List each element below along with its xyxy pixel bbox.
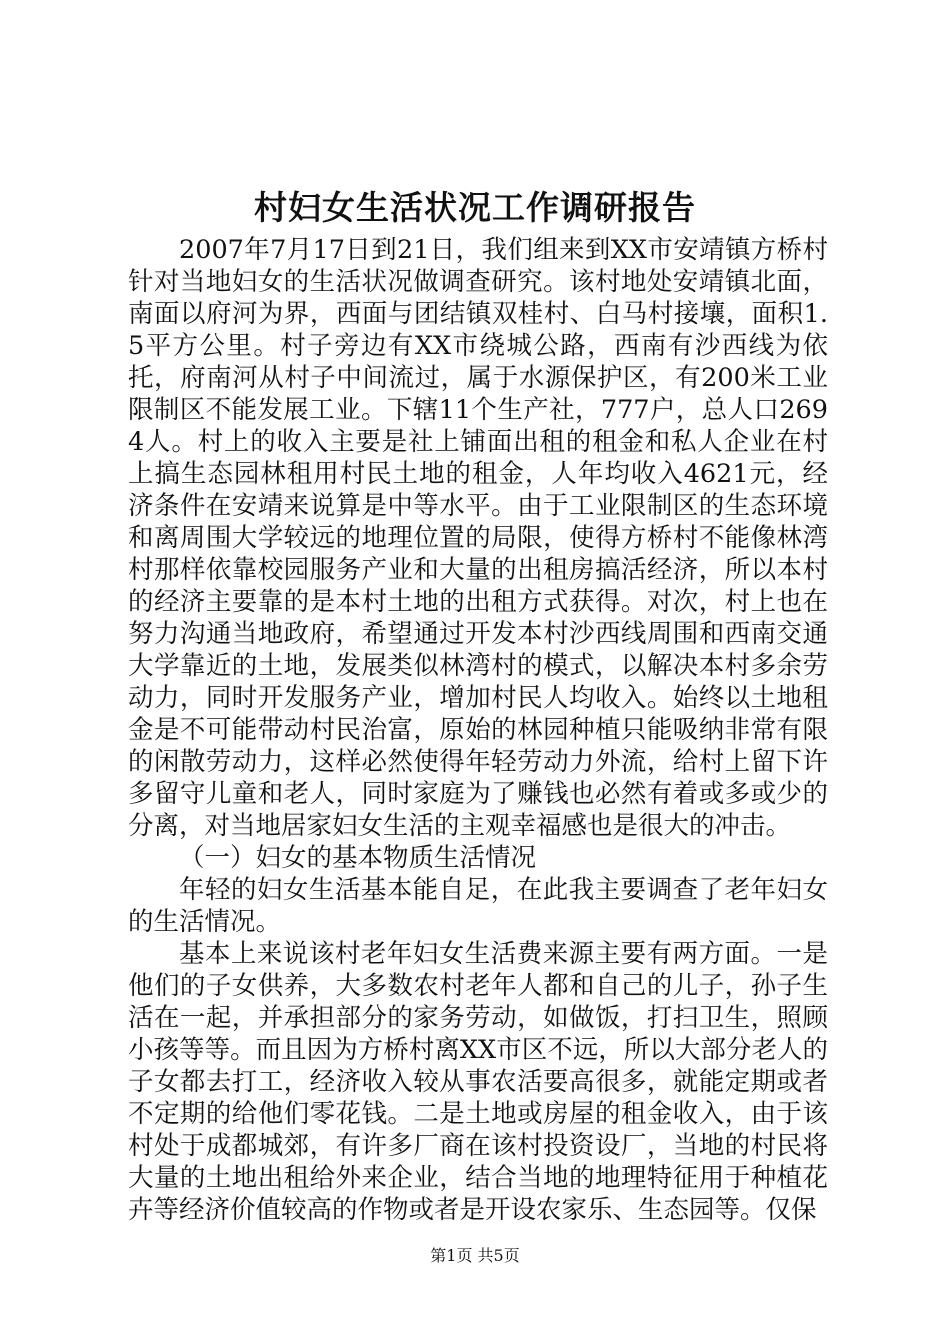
paragraph-elderly-income: 基本上来说该村老年妇女生活费来源主要有两方面。一是他们的子女供养，大多数农村老年人都和自己的儿子，孙子生活在一起，并承担部分的家务劳动，如做饭，打扫卫生，照顾小孩等等。而且因为方桥村离XX市区不远，所以大部分老人的子女都去打工，经济收入较从事农活要高很多，就能定期或者不定期的给他们零花钱。二是土地或房屋的租金收入，由于该村处于成都城郊，有许多厂商在该村投资设厂，当地的村民将大量的土地出租给外来企业，结合当地的地理特征用于种植花卉等经济价值较高的作物或者是开设农家乐、生态园等。仅保 [128, 939, 828, 1225]
paragraph-young-women: 年轻的妇女生活基本能自足，在此我主要调查了老年妇女的生活情况。 [128, 875, 828, 937]
document-body [128, 234, 828, 1226]
page-footer: 第1页 共5页 [430, 1246, 520, 1265]
paragraph-intro: 2007年7月17日到21日，我们组来到XX市安靖镇方桥村针对当地妇女的生活状况做调查研究。该村地处安靖镇北面，南面以府河为界，西面与团结镇双桂村、白马村接壤，面积1.5平方公里。村子旁边有XX市绕城公路，西南有沙西线为依托，府南河从村子中间流过，属于水源保护区，有200米工业限制区不能发展工业。下辖11个生产社，777户，总人口2694人。村上的收入主要是社上铺面出租的租金和私人企业在村上搞生态园林租用村民土地的租金，人年均收入4621元，经济条件在安靖来说算是中等水平。由于工业限制区的生态环境和离周围大学较远的地理位置的局限，使得方桥村不能像林湾村那样依靠校园服务产业和大量的出租房搞活经济，所以本村的经济主要靠的是本村土地的出租方式获得。对次，村上也在努力沟通当地政府，希望通过开发本村沙西线周围和西南交通大学靠近的土地，发展类似林湾村的模式，以解决本村多余劳动力，同时开发服务产业，增加村民人均收入。始终以土地租金是不可能带动村民治富，原始的林园种植只能吸纳非常有限的闲散劳动力，这样必然使得年轻劳动力外流，给村上留下许多留守儿童和老人，同时家庭为了赚钱也必然有着或多或少的分离，对当地居家妇女生活的主观幸福感也是很大的冲击。 [128, 235, 828, 841]
document-title: 村妇女生活状况工作调研报告 [254, 188, 696, 227]
section-heading: （一）妇女的基本物质生活情况 [179, 843, 537, 873]
